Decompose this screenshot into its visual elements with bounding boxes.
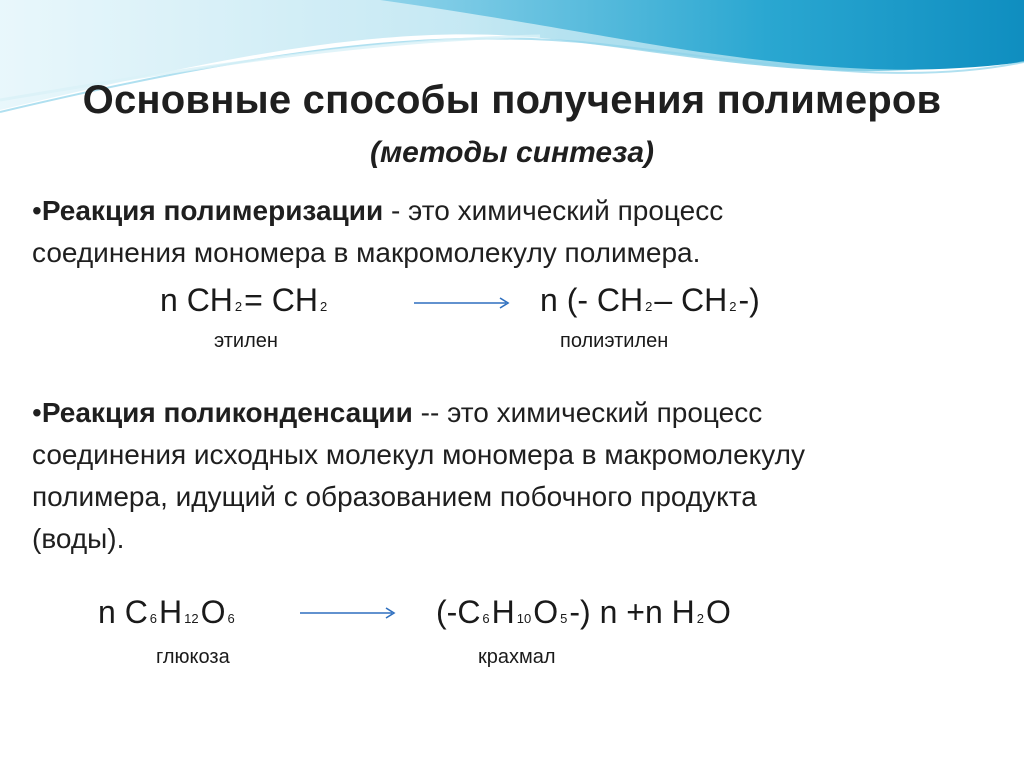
formula-subscript: 2 (696, 611, 704, 626)
polycondensation-text-2: соединения исходных молекул мономера в макромолекулу (32, 439, 805, 470)
formula-subscript: 5 (560, 611, 568, 626)
formula-subscript: 2 (645, 299, 653, 314)
formula-subscript: 6 (149, 611, 158, 626)
bullet: • (32, 195, 42, 226)
starch-formula (436, 594, 731, 631)
formula-subscript: 2 (234, 299, 243, 314)
reaction-arrow-icon (300, 606, 400, 620)
reaction-arrow-icon (414, 296, 514, 310)
formula-part: O (533, 594, 559, 630)
formula-part: n C (98, 594, 148, 630)
polycondensation-text-4: (воды). (32, 523, 125, 554)
glucose-formula (98, 594, 237, 631)
formula-part: (-C (436, 594, 481, 630)
formula-subscript: 6 (227, 611, 235, 626)
polycondensation-heading: Реакция поликонденсации (41, 397, 413, 428)
formula-part: O (705, 594, 731, 630)
bullet: • (32, 397, 42, 428)
formula-subscript: 6 (482, 611, 490, 626)
polyethylene-formula (540, 282, 760, 319)
polymerization-text-1: - это химический процесс (383, 195, 724, 226)
ethylene-label: этилен (214, 330, 278, 352)
polycondensation-text-3: полимера, идущий с образованием побочного продукта (32, 481, 757, 512)
formula-part: – CH (654, 282, 728, 318)
formula-subscript: 2 (729, 299, 737, 314)
formula-subscript: 2 (319, 299, 328, 314)
page-title: Основные способы получения полимеров (82, 78, 942, 122)
polymerization-heading: Реакция полимеризации (41, 195, 384, 226)
formula-part: H (159, 594, 183, 630)
formula-part: = CH (244, 282, 318, 318)
formula-part: n (- CH (540, 282, 644, 318)
glucose-label: глюкоза (156, 646, 230, 668)
formula-part: H (491, 594, 515, 630)
ethylene-formula (160, 282, 329, 319)
polymerization-paragraph (32, 190, 992, 274)
polycondensation-text-1: -- это химический процесс (412, 397, 763, 428)
formula-part: n CH (160, 282, 233, 318)
polycondensation-paragraph (32, 392, 992, 560)
formula-subscript: 10 (516, 611, 532, 626)
polymerization-text-2: соединения мономера в макромолекулу полимера. (32, 237, 701, 268)
starch-label: крахмал (478, 646, 556, 668)
formula-part: -) n +n H (569, 594, 695, 630)
formula-part: -) (738, 282, 760, 318)
formula-subscript: 12 (184, 611, 199, 626)
page-subtitle: (методы синтеза) (369, 136, 655, 169)
formula-part: O (200, 594, 226, 630)
polyethylene-label: полиэтилен (560, 330, 669, 352)
